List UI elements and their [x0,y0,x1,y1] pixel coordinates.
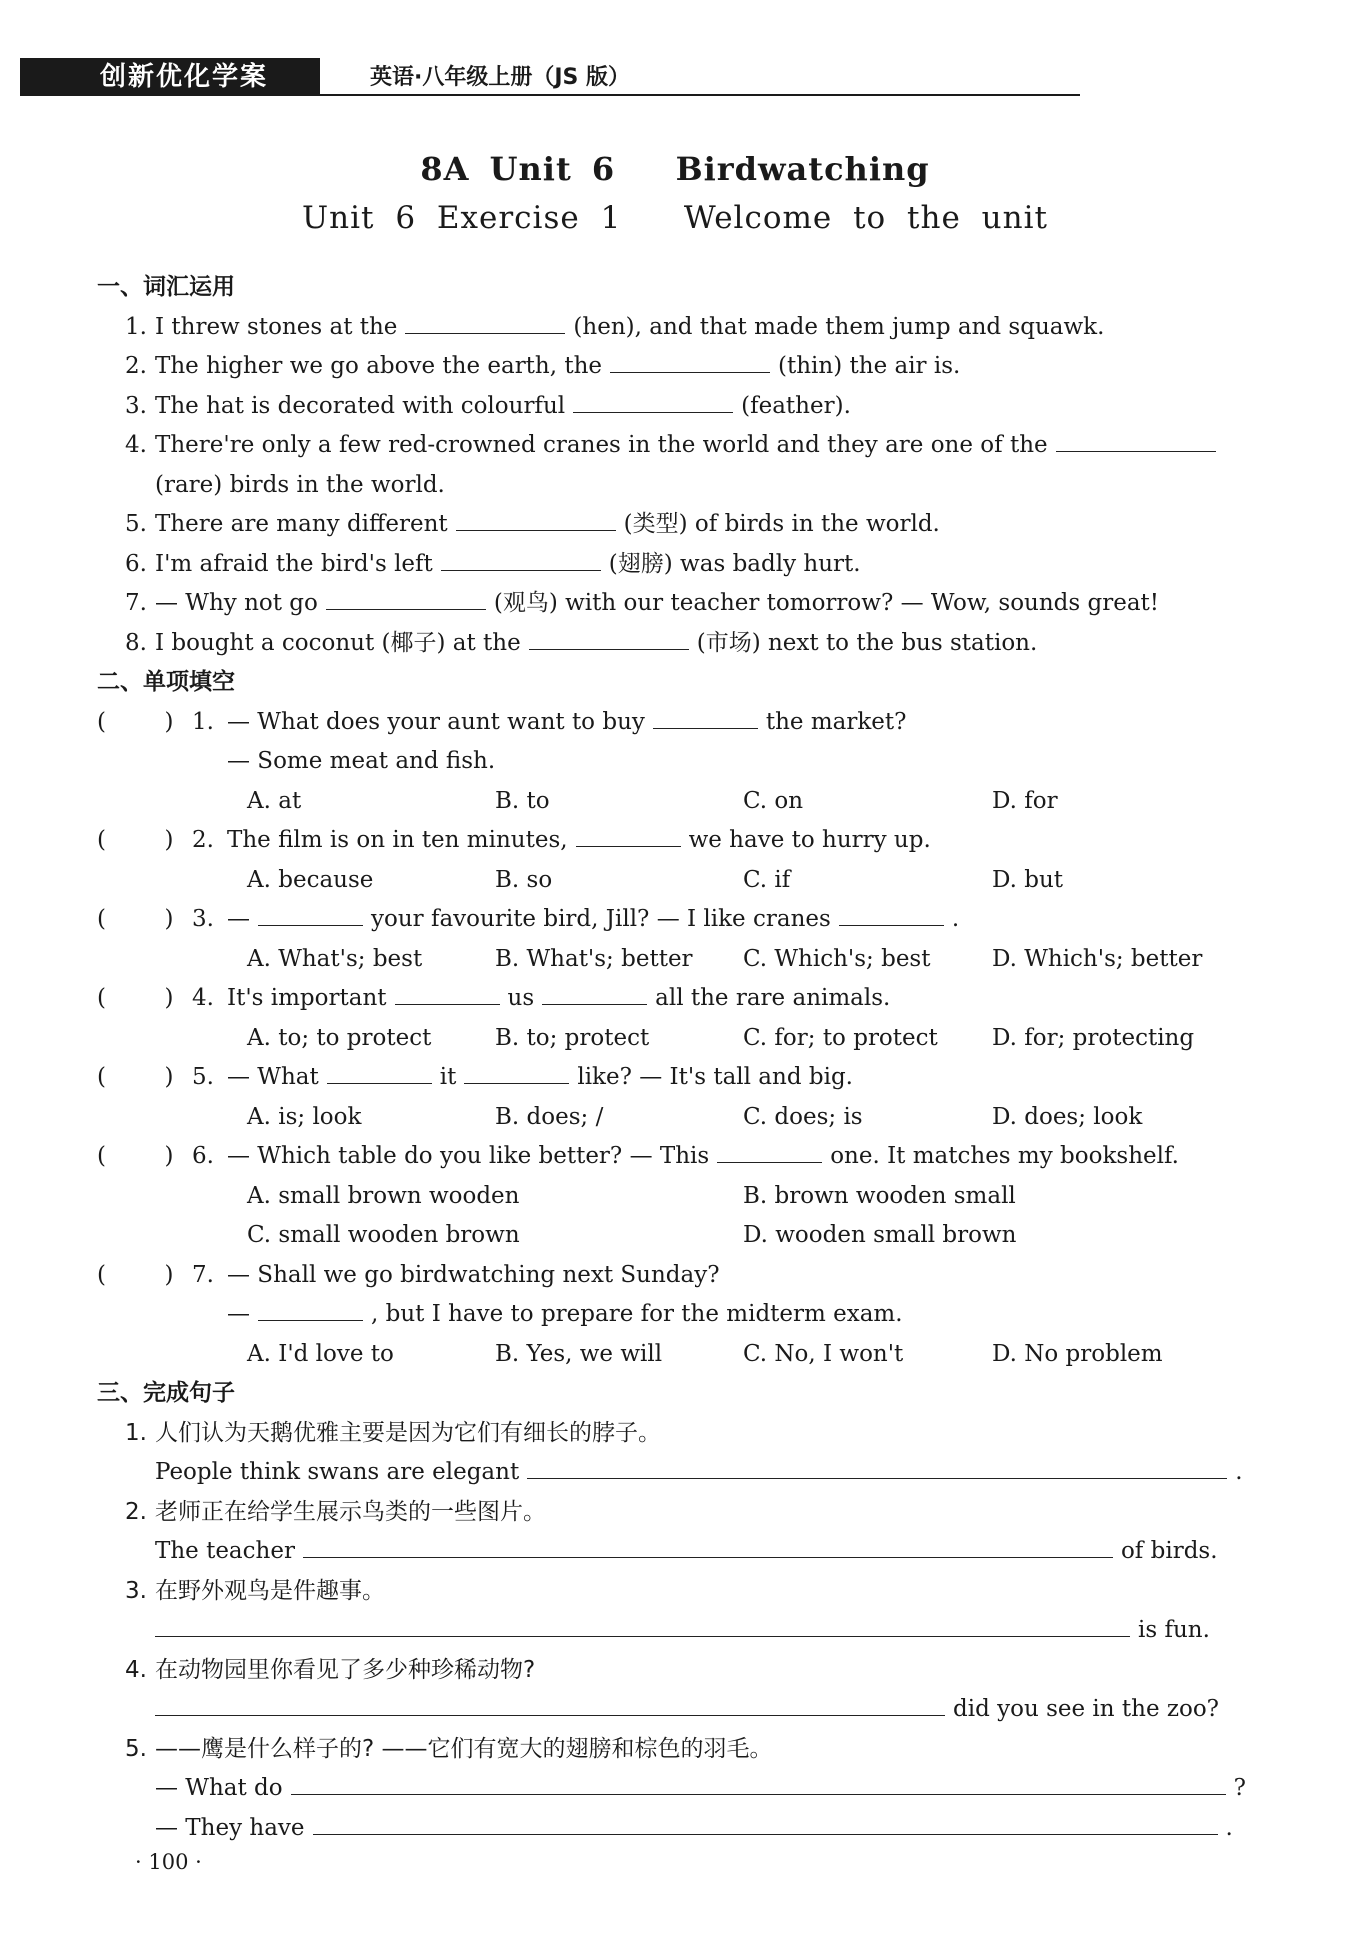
option-d[interactable]: D. Which's; better [992,945,1203,972]
question-number: 6. [192,1143,214,1169]
answer-paren[interactable]: ( ) [97,1261,174,1288]
question-text: like? — It's tall and big. [577,1064,853,1090]
question-text: — What does your aunt want to buy [227,708,645,735]
mc-options [117,940,1257,980]
page-header [20,58,1330,98]
item-text: The higher we go above the earth, the [155,353,603,379]
answer-line[interactable] [313,1810,1218,1835]
item-number: 1. [125,313,147,340]
answer-blank[interactable] [464,1059,569,1084]
translate-item-1-en [117,1453,1257,1493]
item-text: (市场) next to the bus station. [696,629,1038,656]
vocab-item-4-cont [117,466,1257,506]
option-d[interactable]: D. for; protecting [992,1024,1195,1051]
translate-item-5-en-1 [117,1769,1257,1809]
question-text: It's important [227,985,387,1011]
english-text: of birds. [1120,1538,1218,1564]
mc-options [117,1019,1257,1059]
item-number: 6. [125,550,147,577]
chinese-prompt: 在动物园里你看见了多少种珍稀动物? [155,1656,536,1683]
option-a[interactable]: A. small brown wooden [247,1182,520,1209]
item-number: 3. [125,1577,147,1604]
mc-question-7 [97,1256,1257,1296]
item-number: 4. [125,1656,147,1683]
option-c[interactable]: C. small wooden brown [247,1222,520,1248]
item-text: (类型) of birds in the world. [623,511,940,537]
option-c[interactable]: C. if [743,866,791,893]
question-text: — Shall we go birdwatching next Sunday? [227,1261,720,1288]
answer-blank[interactable] [717,1138,822,1163]
answer-paren[interactable]: ( ) [97,708,174,735]
question-text: one. It matches my bookshelf. [830,1143,1179,1169]
english-text: People think swans are elegant [155,1459,520,1485]
question-text: your favourite bird, Jill? — I like cranes [371,906,831,932]
mc-options [117,861,1257,901]
option-a[interactable]: A. What's; best [247,945,423,972]
item-text: — Why not go [155,590,318,616]
english-text: did you see in the zoo? [953,1696,1220,1722]
answer-blank[interactable] [456,506,616,531]
item-text: I bought a coconut (椰子) at the [155,629,521,656]
answer-blank[interactable] [258,901,363,926]
question-number: 2. [192,827,214,853]
option-a[interactable]: A. to; to protect [247,1024,432,1051]
answer-paren[interactable]: ( ) [97,906,174,932]
vocab-item-4 [117,426,1257,466]
option-c[interactable]: C. No, I won't [743,1340,904,1367]
chinese-prompt: ——鹰是什么样子的? ——它们有宽大的翅膀和棕色的羽毛。 [155,1735,773,1762]
translate-item-1-cn [117,1414,1257,1454]
mc-options [117,782,1257,822]
answer-blank[interactable] [610,348,770,373]
item-text: There're only a few red-crowned cranes in the world and they are one of the [155,432,1048,458]
item-text: I threw stones at the [155,313,398,340]
answer-blank[interactable] [327,1059,432,1084]
reply-text: — Some meat and fish. [227,748,496,774]
translate-item-3-en [117,1611,1257,1651]
question-text: the market? [765,708,907,735]
english-text: — What do [155,1775,283,1801]
option-a[interactable]: A. is; look [247,1103,362,1130]
question-text: . [951,906,960,932]
option-c[interactable]: C. Which's; best [743,945,931,972]
answer-blank[interactable] [653,704,758,729]
section-heading: 一、词汇运用 [97,274,235,300]
vocab-item-5 [117,505,1257,545]
mc-options [117,1216,1257,1256]
option-b[interactable]: B. brown wooden small [743,1182,1016,1209]
answer-blank[interactable] [405,309,565,334]
answer-paren[interactable]: ( ) [97,1143,174,1169]
reply-text: — [227,1301,250,1327]
option-b[interactable]: B. Yes, we will [495,1340,663,1367]
option-b[interactable]: B. to [495,787,550,814]
answer-paren[interactable]: ( ) [97,1064,174,1090]
vocab-item-3 [117,387,1257,427]
mc-question-5 [97,1058,1257,1098]
section-heading: 二、单项填空 [97,669,235,695]
answer-paren[interactable]: ( ) [97,985,174,1011]
item-text: (翅膀) was badly hurt. [608,550,861,577]
option-a[interactable]: A. I'd love to [247,1340,394,1367]
item-number: 5. [125,1735,147,1762]
chinese-prompt: 在野外观鸟是件趣事。 [155,1577,385,1604]
mc-question-6 [97,1137,1257,1177]
question-text: — What [227,1064,319,1090]
translate-item-4-cn [117,1651,1257,1691]
item-number: 4. [125,432,147,458]
item-text: (观鸟) with our teacher tomorrow? — Wow, sounds great! [493,590,1160,616]
english-text: . [1235,1459,1243,1485]
vocab-item-6 [117,545,1257,585]
item-text: (thin) the air is. [778,353,961,379]
option-d[interactable]: D. for [992,787,1058,814]
english-text: ? [1233,1775,1246,1801]
option-d[interactable]: D. No problem [992,1340,1163,1367]
mc-options [117,1177,1257,1217]
question-text: The film is on in ten minutes, [227,827,568,853]
item-text: There are many different [155,511,448,537]
english-text: is fun. [1138,1617,1210,1643]
item-text: (feather). [741,392,851,419]
answer-line[interactable] [291,1770,1226,1795]
english-text: — They have [155,1814,305,1841]
answer-blank[interactable] [542,980,647,1005]
option-d[interactable]: D. does; look [992,1103,1143,1130]
answer-line[interactable] [155,1612,1130,1637]
chinese-prompt: 人们认为天鹅优雅主要是因为它们有细长的脖子。 [155,1419,661,1446]
vocab-item-7 [117,584,1257,624]
translate-item-2-cn [117,1493,1257,1533]
vocab-item-2 [117,347,1257,387]
item-number: 1. [125,1419,147,1446]
translate-item-2-en [117,1532,1257,1572]
answer-blank[interactable] [573,388,733,413]
item-number: 8. [125,629,147,656]
question-text: — [227,906,250,932]
question-text: us [507,985,535,1011]
brand-logo: 创新优化学案 [20,58,320,96]
answer-paren[interactable]: ( ) [97,827,174,853]
option-c[interactable]: C. on [743,787,804,814]
option-b[interactable]: B. What's; better [495,945,693,972]
option-c[interactable]: C. does; is [743,1103,863,1130]
item-number: 2. [125,1498,147,1525]
question-number: 4. [192,985,214,1011]
mc-question-3 [97,900,1257,940]
answer-blank[interactable] [1056,427,1216,452]
answer-blank[interactable] [529,625,689,650]
question-text: — Which table do you like better? — This [227,1143,710,1169]
mc-reply [117,1295,1257,1335]
answer-blank[interactable] [839,901,944,926]
english-text: The teacher [155,1538,295,1564]
page-subtitle: Unit 6 Exercise 1 Welcome to the unit [302,200,1048,236]
answer-line[interactable] [155,1691,945,1716]
option-a[interactable]: A. at [247,787,302,814]
item-text: The hat is decorated with colourful [155,392,566,419]
item-text: I'm afraid the bird's left [155,550,433,577]
item-number: 7. [125,590,147,616]
mc-options [117,1098,1257,1138]
question-number: 1. [192,708,214,735]
mc-reply [117,742,1257,782]
answer-line[interactable] [303,1533,1113,1558]
item-text: (hen), and that made them jump and squawk. [573,313,1105,340]
question-text: all the rare animals. [655,985,891,1011]
answer-blank[interactable] [395,980,500,1005]
translate-item-5-cn [117,1730,1257,1770]
option-d[interactable]: D. wooden small brown [743,1222,1017,1248]
header-rule [320,94,1080,96]
answer-blank[interactable] [441,546,601,571]
question-number: 7. [192,1261,214,1288]
exercise-content [97,268,1257,1848]
option-b[interactable]: B. to; protect [495,1024,650,1051]
section-heading: 三、完成句子 [97,1380,235,1406]
title-block [0,150,1350,236]
option-a[interactable]: A. because [247,866,374,893]
translate-item-5-en-2 [117,1809,1257,1849]
mc-question-4 [97,979,1257,1019]
option-b[interactable]: B. does; / [495,1103,604,1130]
answer-blank[interactable] [258,1296,363,1321]
vocab-item-8 [117,624,1257,664]
question-text: we have to hurry up. [688,827,931,853]
reply-text: , but I have to prepare for the midterm exam. [371,1301,903,1327]
option-b[interactable]: B. so [495,866,553,893]
english-text: . [1225,1814,1233,1841]
chinese-prompt: 老师正在给学生展示鸟类的一些图片。 [155,1498,546,1525]
option-c[interactable]: C. for; to protect [743,1024,938,1051]
translate-item-3-cn [117,1572,1257,1612]
question-text: it [439,1064,457,1090]
mc-question-1 [97,703,1257,743]
page-title: 8A Unit 6 Birdwatching [420,150,930,188]
answer-line[interactable] [527,1454,1227,1479]
item-number: 3. [125,392,147,419]
header-subject: 英语·八年级上册（JS 版） [370,65,631,90]
question-number: 5. [192,1064,214,1090]
item-text: (rare) birds in the world. [155,471,445,498]
answer-blank[interactable] [326,585,486,610]
vocab-item-1 [117,308,1257,348]
mc-options [117,1335,1257,1375]
question-number: 3. [192,906,214,932]
option-d[interactable]: D. but [992,866,1064,893]
item-number: 2. [125,353,147,379]
item-number: 5. [125,511,147,537]
answer-blank[interactable] [576,822,681,847]
page-number: · 100 · [135,1850,202,1874]
mc-question-2 [97,821,1257,861]
translate-item-4-en [117,1690,1257,1730]
